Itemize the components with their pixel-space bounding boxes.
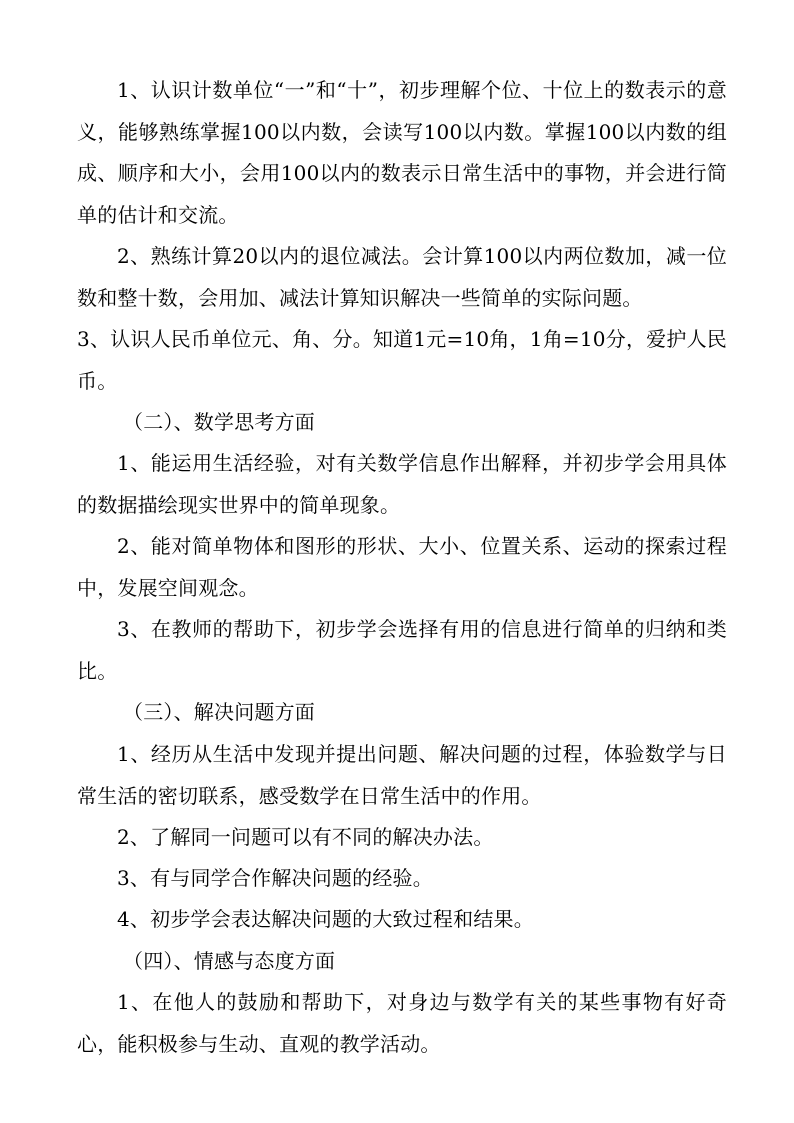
paragraph-3-3: 3、有与同学合作解决问题的经验。 [117, 866, 433, 890]
paragraph-4-1: 1、在他人的鼓励和帮助下，对身边与数学有关的某些事物有好奇心，能积极参与生动、直观的教学活动。 [77, 990, 727, 1056]
paragraph-3-4: 4、初步学会表达解决问题的大致过程和结果。 [117, 907, 534, 931]
paragraph-1-3: 3、认识人民币单位元、角、分。知道1元=10角，1角=10分，爱护人民币。 [77, 327, 727, 393]
paragraph-2-2: 2、能对简单物体和图形的形状、大小、位置关系、运动的探索过程中，发展空间观念。 [77, 534, 727, 600]
section-heading-3: （三）、解决问题方面 [123, 700, 315, 724]
paragraph-3-1: 1、经历从生活中发现并提出问题、解决问题的过程，体验数学与日常生活的密切联系，感受数学在日常生活中的作用。 [77, 742, 727, 808]
section-heading-2: （二）、数学思考方面 [123, 410, 315, 434]
paragraph-1-1: 1、认识计数单位“一”和“十”，初步理解个位、十位上的数表示的意义，能够熟练掌握100以内数，会读写100以内数。掌握100以内数的组成、顺序和大小，会用100以内的数表示日常生活中的事物，并会进行简单的估计和交流。 [77, 78, 727, 227]
section-heading-4: （四）、情感与态度方面 [123, 949, 336, 973]
paragraph-3-2: 2、了解同一问题可以有不同的解决办法。 [117, 825, 494, 849]
paragraph-1-2: 2、熟练计算20以内的退位减法。会计算100以内两位数加，减一位数和整十数，会用加、减法计算知识解决一些简单的实际问题。 [77, 244, 727, 310]
paragraph-2-1: 1、能运用生活经验，对有关数学信息作出解释，并初步学会用具体的数据描绘现实世界中的简单现象。 [77, 451, 727, 517]
paragraph-2-3: 3、在教师的帮助下，初步学会选择有用的信息进行简单的归纳和类比。 [77, 617, 727, 683]
